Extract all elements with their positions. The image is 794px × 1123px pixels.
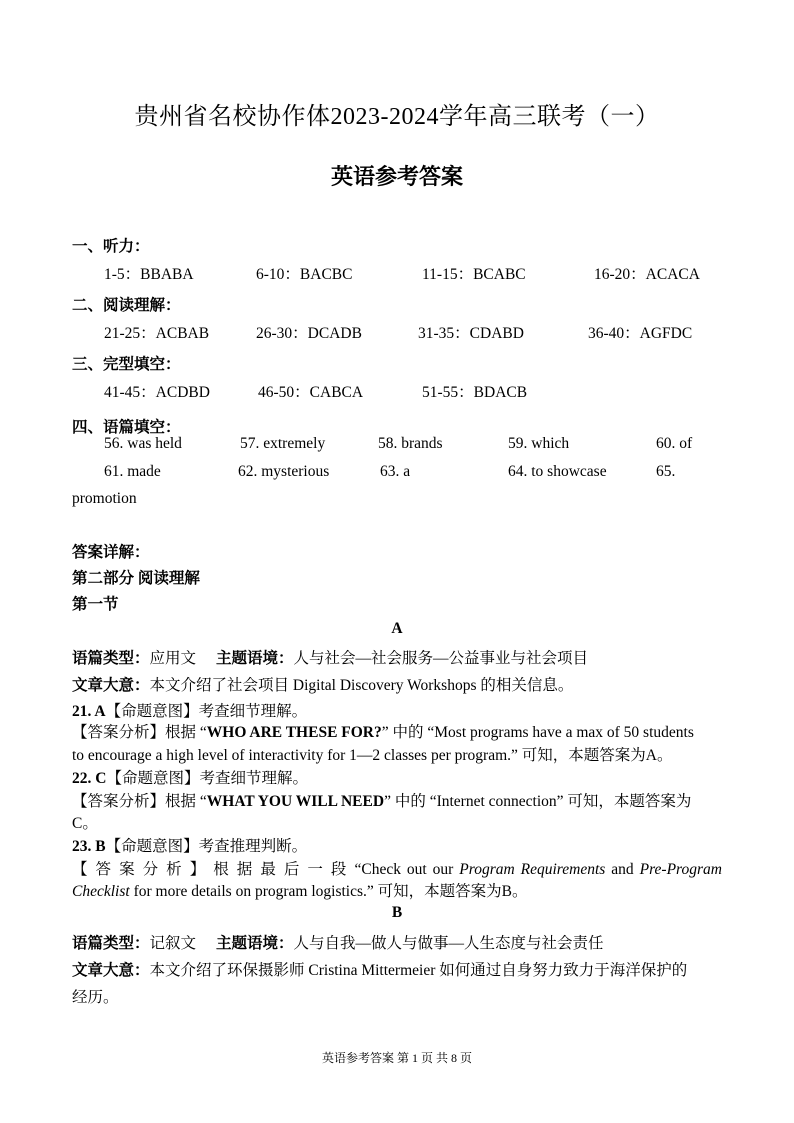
- question-number: 21. A: [72, 703, 106, 720]
- question-number: 22. C: [72, 770, 107, 787]
- answer-group: 16-20：ACACA: [594, 266, 700, 283]
- analysis-heading-quote: WHAT YOU WILL NEED: [206, 793, 385, 810]
- answer-group: 21-25：ACBAB: [104, 325, 210, 342]
- passage-a-summary: [72, 673, 573, 695]
- question-number: 23. B: [72, 838, 106, 855]
- fill-answer: 59. which: [508, 435, 570, 452]
- main-value: 本文介绍了环保摄影师 Cristina Mittermeier 如何通过自身努力致力于海洋保护的: [149, 962, 688, 979]
- page-subtitle: 英语参考答案: [330, 164, 463, 189]
- answer-group: 11-15：BCABC: [422, 266, 526, 283]
- section-heading-listening: 一、听力：: [72, 238, 150, 255]
- fill-answer: 63. a: [380, 463, 411, 480]
- question-intent: 【命题意图】考查细节理解。: [105, 703, 308, 720]
- fill-answer: 58. brands: [378, 435, 443, 452]
- page-title: 贵州省名校协作体2023-2024学年高三联考（一）: [134, 104, 660, 130]
- details-heading: 答案详解：: [72, 544, 150, 561]
- answer-group: 46-50：CABCA: [258, 384, 364, 401]
- analysis-text: 【答案分析】根据 “: [72, 793, 207, 810]
- theme-label: 主题语境：: [216, 935, 294, 952]
- question-22-head: [72, 766, 308, 788]
- theme-value: 人与自我—做人与做事—人生态度与社会责任: [293, 935, 604, 952]
- fill-answer: 57. extremely: [240, 435, 326, 452]
- fill-answer-wrap: promotion: [72, 490, 137, 507]
- answer-group: 31-35：CDABD: [418, 325, 524, 342]
- answer-group: 26-30：DCADB: [256, 325, 362, 342]
- passage-a-meta: [72, 646, 588, 668]
- analysis-text: ” 中的 “Most programs have a max of 50 students: [381, 724, 694, 741]
- main-label: 文章大意：: [72, 962, 150, 979]
- analysis-text: 【答案分析】根据 “: [72, 724, 207, 741]
- analysis-text: and: [605, 861, 640, 878]
- type-label: 语篇类型：: [72, 650, 150, 667]
- answer-group: 51-55：BDACB: [422, 384, 528, 401]
- fill-answer: 60. of: [656, 435, 693, 452]
- analysis-italic: Program Requirements: [459, 861, 606, 878]
- answer-group: 1-5：BBABA: [104, 266, 194, 283]
- question-intent: 【命题意图】考查推理判断。: [105, 838, 308, 855]
- fill-answer: 61. made: [104, 463, 161, 480]
- part-heading: 第二部分 阅读理解: [72, 570, 200, 587]
- question-23-head: [72, 834, 307, 856]
- type-value: 记叙文: [149, 935, 197, 952]
- section-heading-grammar-fill: 四、语篇填空：: [72, 419, 181, 436]
- passage-b-summary: [72, 958, 687, 980]
- passage-letter-b: B: [391, 904, 403, 921]
- section-heading-reading: 二、阅读理解：: [72, 297, 181, 314]
- fill-answer: 62. mysterious: [238, 463, 330, 480]
- passage-b-meta: [72, 931, 604, 953]
- analysis-italic: Checklist: [72, 883, 130, 900]
- analysis-italic: Pre-Program: [639, 861, 722, 878]
- analysis-text: 【 答 案 分 析 】 根 据 最 后 一 段 “Check out our: [72, 861, 460, 878]
- question-22-analysis-line2: C。: [72, 815, 98, 832]
- question-22-analysis-line1: [72, 789, 691, 811]
- answer-group: 6-10：BACBC: [256, 266, 353, 283]
- section-label: 第一节: [72, 596, 119, 613]
- analysis-heading-quote: WHO ARE THESE FOR?: [206, 724, 382, 741]
- fill-answer: 56. was held: [104, 435, 182, 452]
- section-heading-cloze: 三、完型填空：: [72, 356, 181, 373]
- question-intent: 【命题意图】考查细节理解。: [106, 770, 308, 787]
- question-23-analysis-line2: [72, 879, 527, 901]
- main-value: 本文介绍了社会项目 Digital Discovery Workshops 的相关信息。: [149, 677, 574, 694]
- passage-b-summary-wrap: 经历。: [72, 989, 119, 1006]
- analysis-text: ” 中的 “Internet connection” 可知，本题答案为: [384, 793, 692, 810]
- fill-answer: 65.: [656, 463, 676, 480]
- fill-answer: 64. to showcase: [508, 463, 607, 480]
- question-21-head: [72, 699, 307, 721]
- theme-value: 人与社会—社会服务—公益事业与社会项目: [293, 650, 589, 667]
- main-label: 文章大意：: [72, 677, 150, 694]
- question-21-analysis-line2: to encourage a high level of interactivity for 1—2 classes per program.” 可知，本题答案为A。: [72, 747, 673, 764]
- answer-group: 36-40：AGFDC: [588, 325, 693, 342]
- question-21-analysis-line1: [72, 720, 694, 742]
- page-footer: 英语参考答案 第 1 页 共 8 页: [321, 1051, 472, 1065]
- theme-label: 主题语境：: [216, 650, 294, 667]
- question-23-analysis-line1: [72, 857, 722, 879]
- type-value: 应用文: [149, 650, 197, 667]
- type-label: 语篇类型：: [72, 935, 150, 952]
- answer-group: 41-45：ACDBD: [104, 384, 210, 401]
- analysis-text: for more details on program logistics.” 可知，本题答案为B。: [129, 883, 528, 900]
- passage-letter-a: A: [391, 620, 403, 637]
